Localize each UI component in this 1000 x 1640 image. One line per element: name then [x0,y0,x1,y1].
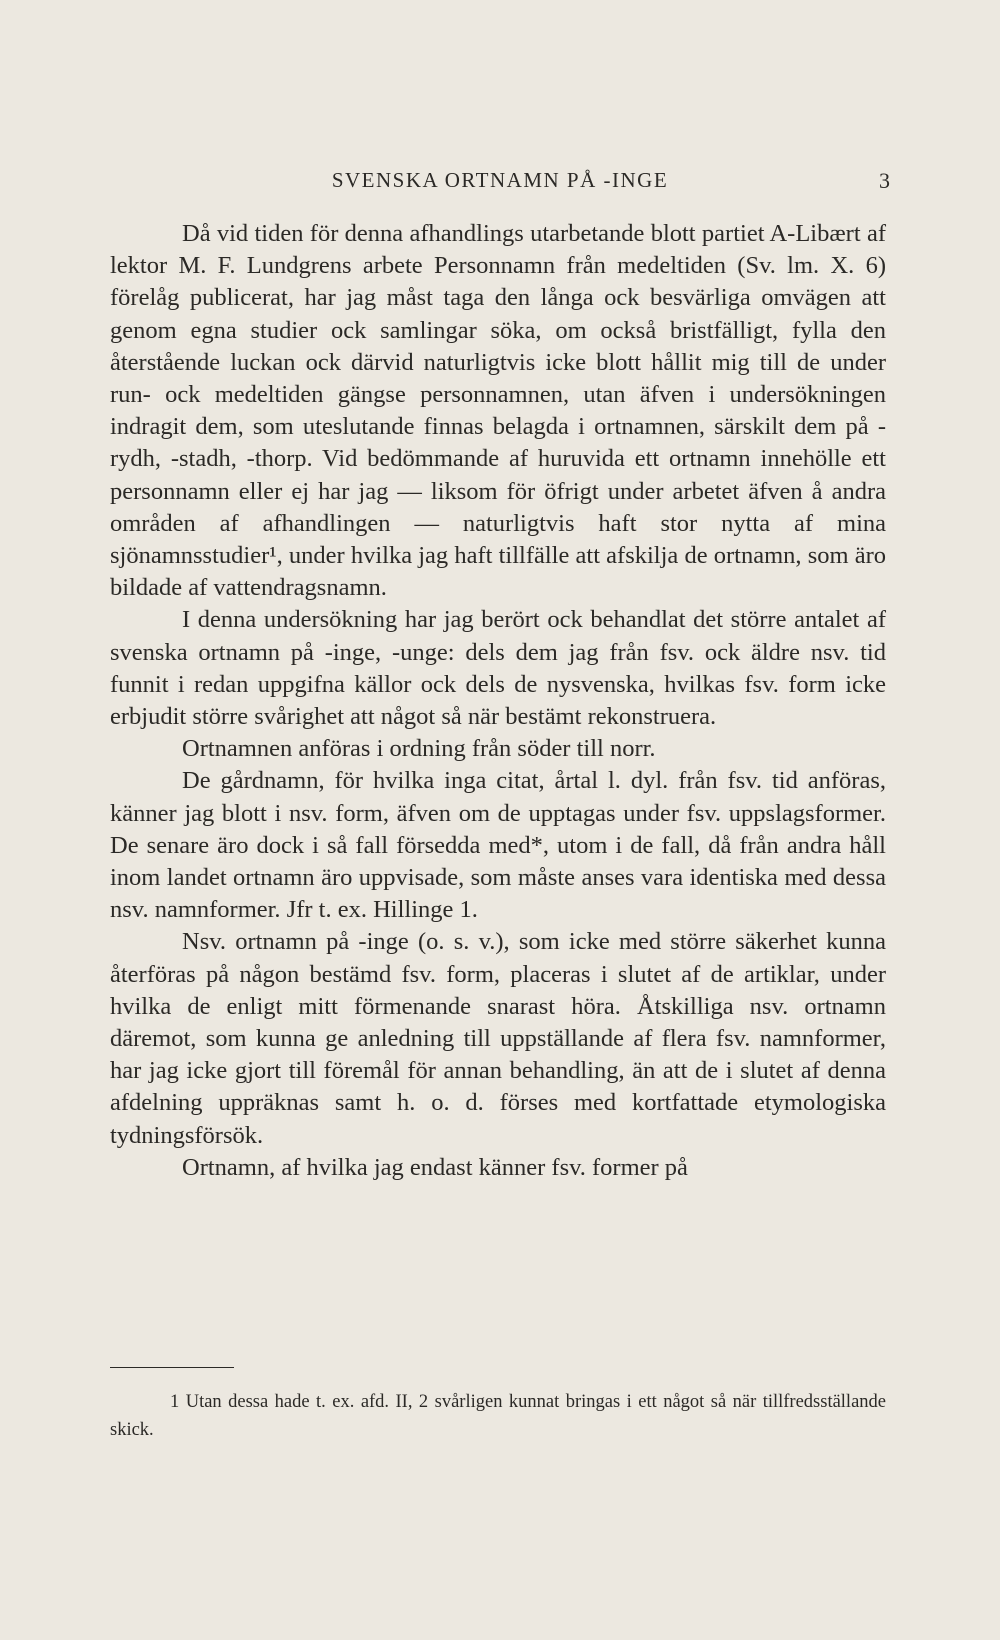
footnote-divider [110,1367,234,1368]
footnote [110,1388,886,1444]
paragraph-2: I denna undersökning har jag berört ock behandlat det större antalet af svenska ortnamn på -inge, -unge: dels dem jag från fsv. ock äldre nsv. tid funnit i redan uppgifna källor ock dels de nysvenska, hvilkas fsv. form icke erbjudit större svårighet att något så när bestämt rekonstruera. [110,606,886,731]
paragraph-5: Nsv. ortnamn på -inge (o. s. v.), som icke med större säkerhet kunna återföras på någon bestämd fsv. form, placeras i slutet af de artiklar, under hvilka de enligt mitt förmenande snarast höra. Åtskilliga nsv. ortnamn däremot, som kunna ge anledning till uppställande af flera fsv. namnformer, har jag icke gjort till föremål för annan behandling, än att de i slutet af denna afdelning uppräknas samt h. o. d. förses med kortfattade etymologiska tydningsförsök. [110,928,886,1149]
footnote-text: 1 Utan dessa hade t. ex. afd. II, 2 svårligen kunnat bringas i ett något så när tillfredsställande skick. [110,1392,886,1440]
page-number: 3 [879,168,890,193]
running-title: SVENSKA ORTNAMN PÅ -INGE [331,168,669,192]
paragraph-6: Ortnamn, af hvilka jag endast känner fsv. former på [182,1153,688,1181]
paragraph-3: Ortnamnen anföras i ordning från söder till norr. [182,735,656,763]
running-head [110,168,890,198]
paragraph-4: De gårdnamn, för hvilka inga citat, årtal l. dyl. från fsv. tid anföras, känner jag blott i nsv. form, äfven om de upptagas under fsv. uppslagsformer. De senare äro dock i så fall försedda med*, utom i de fall, då från andra håll inom landet ortnamn äro uppvisade, som måste anses vara identiska med dessa nsv. namnformer. Jfr t. ex. Hillinge 1. [110,767,886,924]
paragraph-1: Då vid tiden för denna afhandlings utarbetande blott partiet A-Libært af lektor M. F. Lundgrens arbete Personnamn från medeltiden (Sv. lm. X. 6) förelåg publicerat, har jag måst taga den långa ock besvärliga omvägen att genom egna studier ock samlingar söka, om också bristfälligt, fylla den återstående luckan ock därvid naturligtvis icke blott hållit mig till de under run- ock medeltiden gängse personnamnen, utan äfven i undersökningen indragit dem, som uteslutande finnas belagda i ortnamnen, särskilt dem på -rydh, -stadh, -thorp. Vid bedömmande af huruvida ett ortnamn innehölle ett personnamn eller ej har jag — liksom för öfrigt under arbetet äfven å andra områden af afhandlingen — naturligtvis haft stor nytta af mina sjönamnsstudier¹, under hvilka jag haft tillfälle att afskilja de ortnamn, som äro bildade af vattendragsnamn. [110,220,886,602]
body-text [110,218,886,1184]
